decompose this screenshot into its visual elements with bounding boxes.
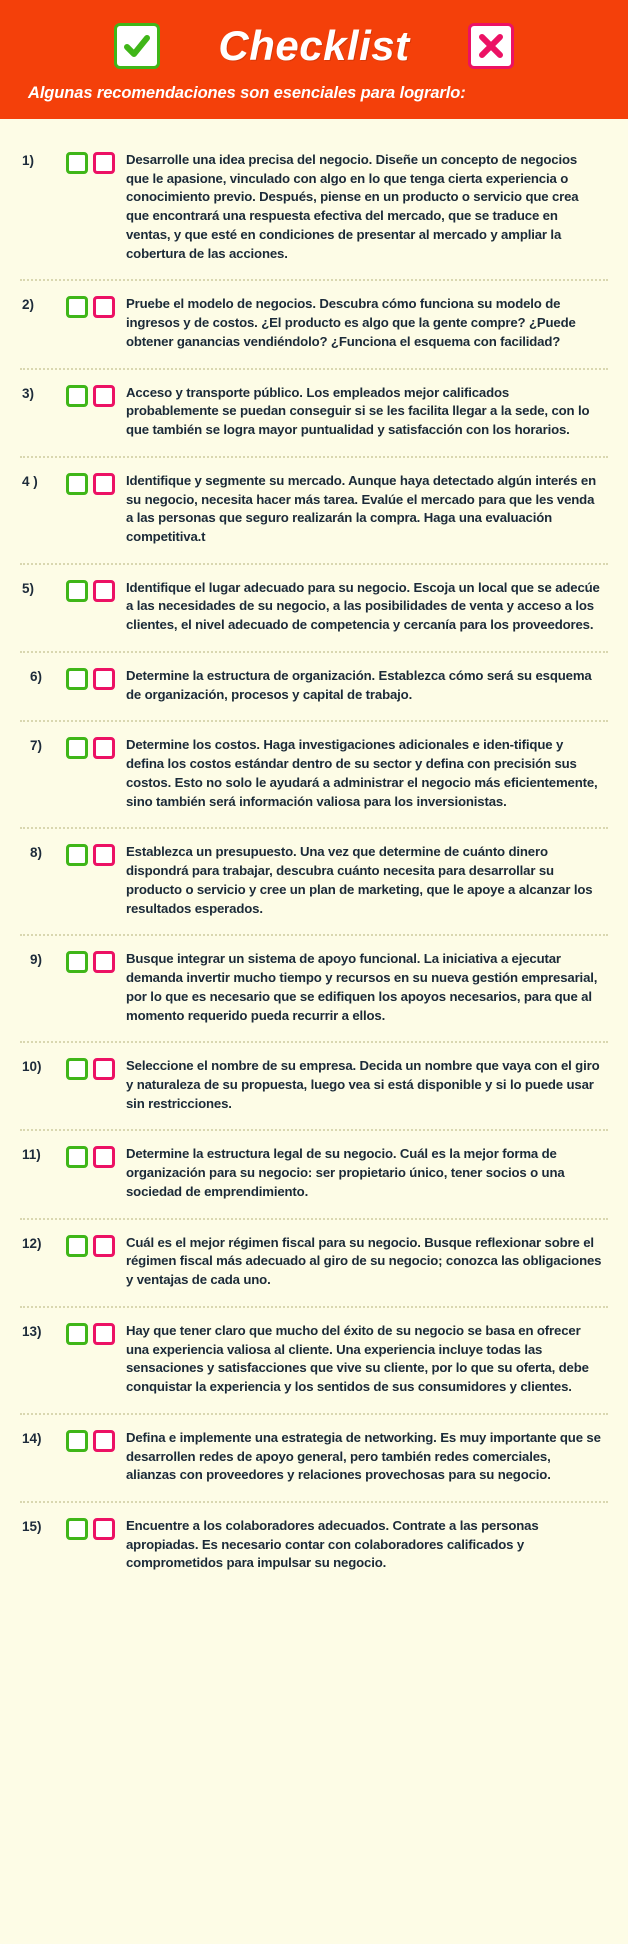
item-number: 15) (22, 1518, 42, 1534)
checkbox-yes[interactable] (66, 737, 88, 759)
list-item[interactable] (20, 829, 608, 936)
checkbox-yes[interactable] (66, 152, 88, 174)
item-checkboxes[interactable] (66, 472, 126, 495)
item-number: 4 ) (22, 473, 38, 489)
item-checkboxes[interactable] (66, 1057, 126, 1080)
item-checkboxes[interactable] (66, 579, 126, 602)
item-number: 1) (22, 153, 35, 168)
checkbox-no[interactable] (93, 1323, 115, 1345)
list-item[interactable] (20, 653, 608, 722)
item-text: Busque integrar un sistema de apoyo funcional. La iniciativa a ejecutar demanda invertir mucho tiempo y recursos en su nueva gestión empresarial, por lo que es necesario que se edifiquen los apoyos necesarios, para que al momento requerido pueda recurrir a ellos. (126, 951, 598, 1023)
cross-icon (468, 23, 514, 69)
item-text: Identifique y segmente su mercado. Aunque haya detectado algún interés en su negocio, necesita hacer más tarea. Evalúe el mercado para que les venda a las personas que seguro realizarán la compra. Haga una evaluación competitiva.t (126, 472, 597, 545)
checkbox-no[interactable] (93, 1430, 115, 1452)
checkbox-no[interactable] (93, 296, 115, 318)
checklist-items (0, 119, 628, 1615)
item-checkboxes[interactable] (66, 736, 126, 759)
item-number: 13) (22, 1323, 42, 1339)
checkbox-no[interactable] (93, 152, 115, 174)
check-icon (114, 23, 160, 69)
item-text: Pruebe el modelo de negocios. Descubra cómo funciona su modelo de ingresos y de costos. ¿El producto es algo que la gente compre? ¿Puede obtener ganancias vendiéndolo? ¿Funciona el esquema con facilidad? (126, 296, 576, 349)
item-number: 12) (22, 1235, 42, 1251)
list-item[interactable] (20, 1043, 608, 1131)
list-item[interactable] (20, 1503, 608, 1589)
item-text: Hay que tener claro que mucho del éxito de su negocio se basa en ofrecer una experiencia valiosa al cliente. Una experiencia incluye todas las sensaciones y satisfacciones que vive su cliente, por lo que su oferta, debe conquistar la experiencia y los sentidos de sus consumidores y clientes. (126, 1322, 589, 1395)
checkbox-yes[interactable] (66, 473, 88, 495)
checkbox-no[interactable] (93, 844, 115, 866)
checkbox-no[interactable] (93, 385, 115, 407)
page-header (0, 0, 628, 119)
item-number: 11) (22, 1147, 41, 1163)
checkbox-no[interactable] (93, 580, 115, 602)
page-subtitle: Algunas recomendaciones son esenciales para lograrlo: (28, 84, 466, 102)
item-number: 6) (30, 668, 43, 684)
checkbox-yes[interactable] (66, 844, 88, 866)
list-item[interactable] (20, 281, 608, 369)
item-number: 9) (30, 952, 43, 968)
list-item[interactable] (20, 565, 608, 653)
item-text: Desarrolle una idea precisa del negocio. Diseñe un concepto de negocios que le apasione, vinculado con algo en lo que tenga cierta experiencia o conocimiento previo. Después, piense en un producto o servicio que crea que encontrará una respuesta efectiva del mercado, que se traduce en ventas, y que esté en condiciones de presentar al mercado y ampliar la cobertura de las acciones. (126, 152, 579, 261)
checkbox-no[interactable] (93, 737, 115, 759)
item-text: Determine la estructura de organización. Establezca cómo será su esquema de organización, procesos y capital de trabajo. (126, 667, 592, 702)
item-text: Acceso y transporte público. Los empleados mejor calificados probablemente se puedan conseguir si se les facilita llegar a la sede, con lo que también se logra mayor puntualidad y satisfacción con los horarios. (126, 384, 590, 438)
checkbox-yes[interactable] (66, 296, 88, 318)
checkbox-yes[interactable] (66, 1518, 88, 1540)
item-checkboxes[interactable] (66, 1429, 126, 1452)
list-item[interactable] (20, 137, 608, 281)
list-item[interactable] (20, 1220, 608, 1308)
page-title: Checklist (218, 22, 410, 69)
item-checkboxes[interactable] (66, 1322, 126, 1345)
checkbox-no[interactable] (93, 1058, 115, 1080)
checkbox-no[interactable] (93, 1235, 115, 1257)
checkbox-yes[interactable] (66, 1323, 88, 1345)
item-checkboxes[interactable] (66, 151, 126, 174)
checkbox-yes[interactable] (66, 1146, 88, 1168)
list-item[interactable] (20, 722, 608, 829)
item-text: Identifique el lugar adecuado para su negocio. Escoja un local que se adecúe a las necesidades de su negocio, a las posibilidades de venta y acceso a los clientes, el nivel adecuado de competencia y cercanía para los proveedores. (126, 579, 600, 633)
item-number: 3) (22, 385, 35, 401)
item-number: 8) (30, 845, 43, 861)
checkbox-no[interactable] (93, 1518, 115, 1540)
item-checkboxes[interactable] (66, 1517, 126, 1540)
list-item[interactable] (20, 458, 608, 565)
checkbox-yes[interactable] (66, 1430, 88, 1452)
checkbox-yes[interactable] (66, 951, 88, 973)
checkbox-yes[interactable] (66, 1058, 88, 1080)
checkbox-yes[interactable] (66, 580, 88, 602)
item-checkboxes[interactable] (66, 950, 126, 973)
item-text: Seleccione el nombre de su empresa. Decida un nombre que vaya con el giro y naturaleza de su propuesta, luego vea si está disponible y si lo puede usar sin restricciones. (126, 1058, 600, 1111)
item-number: 5) (22, 580, 35, 596)
checkbox-no[interactable] (93, 951, 115, 973)
checkbox-no[interactable] (93, 1146, 115, 1168)
checkbox-no[interactable] (93, 668, 115, 690)
list-item[interactable] (20, 370, 608, 458)
checkbox-yes[interactable] (66, 668, 88, 690)
checkbox-no[interactable] (93, 473, 115, 495)
item-number: 10) (22, 1059, 42, 1075)
list-item[interactable] (20, 1308, 608, 1415)
list-item[interactable] (20, 1415, 608, 1503)
item-text: Determine los costos. Haga investigaciones adicionales e iden-tifique y defina los costos estándar dentro de su sector y defina con precisión sus costos. Esto no solo le ayudará a administrar el negocio más eficientemente, sino también será información valiosa para los inversionistas. (126, 737, 598, 809)
item-checkboxes[interactable] (66, 295, 126, 318)
item-number: 7) (30, 738, 43, 754)
list-item[interactable] (20, 936, 608, 1043)
item-checkboxes[interactable] (66, 1145, 126, 1168)
item-text: Establezca un presupuesto. Una vez que determine de cuánto dinero dispondrá para trabajar, descubra cuánto necesita para desarrollar su producto o servicio y cree un plan de marketing, que le apoye a alcanzar los resultados esperados. (126, 844, 593, 916)
item-text: Encuentre a los colaboradores adecuados. Contrate a las personas apropiadas. Es necesario contar con colaboradores calificados y comprometidos para impulsar su negocio. (126, 1517, 539, 1571)
item-text: Determine la estructura legal de su negocio. Cuál es la mejor forma de organización para su negocio: ser propietario único, tener socios o una sociedad de emprendimiento. (126, 1146, 565, 1199)
item-checkboxes[interactable] (66, 843, 126, 866)
list-item[interactable] (20, 1131, 608, 1219)
item-text: Defina e implemente una estrategia de networking. Es muy importante que se desarrollen redes de apoyo general, pero también redes comerciales, alianzas con proveedores y relaciones provechosas para su negocio. (126, 1429, 601, 1483)
checkbox-yes[interactable] (66, 1235, 88, 1257)
item-text: Cuál es el mejor régimen fiscal para su negocio. Busque reflexionar sobre el régimen fiscal más adecuado al giro de su negocio; conozca las obligaciones y ventajas de cada uno. (126, 1234, 602, 1288)
item-number: 2) (22, 297, 35, 313)
checkbox-yes[interactable] (66, 385, 88, 407)
header-top-row (0, 22, 628, 70)
item-number: 14) (22, 1430, 42, 1446)
item-checkboxes[interactable] (66, 384, 126, 407)
item-checkboxes[interactable] (66, 667, 126, 690)
item-checkboxes[interactable] (66, 1234, 126, 1257)
